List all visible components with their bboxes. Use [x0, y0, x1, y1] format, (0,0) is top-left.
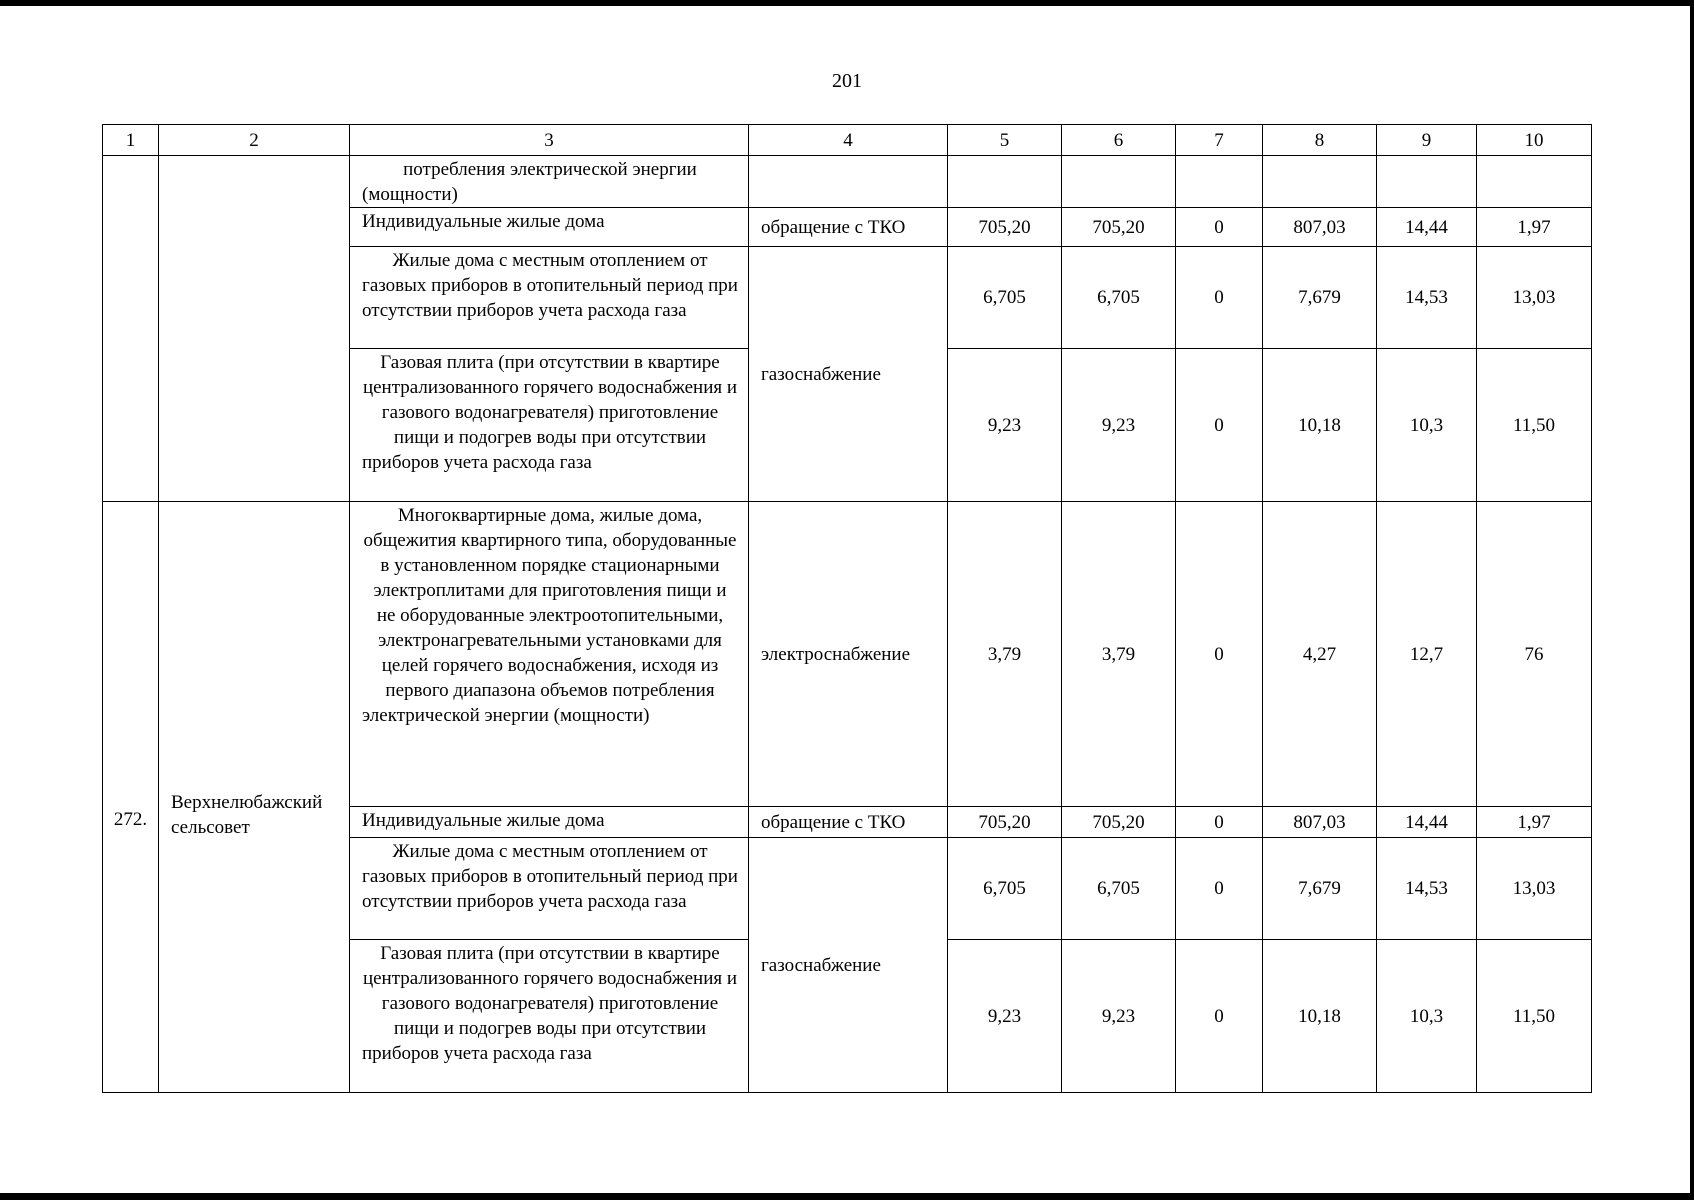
header-cell: 10	[1477, 125, 1592, 156]
service-type: обращение с ТКО	[749, 807, 948, 838]
page-number: 201	[832, 70, 862, 92]
value-cell: 6,705	[948, 838, 1062, 940]
value-cell: 3,79	[1062, 502, 1176, 807]
value-cell	[948, 156, 1062, 208]
value-cell: 6,705	[1062, 247, 1176, 349]
consumer-category: Жилые дома с местным отоплением от газовых приборов в отопительный период при отсутствии приборов учета расхода газа	[350, 838, 749, 940]
header-cell: 4	[749, 125, 948, 156]
header-cell: 3	[350, 125, 749, 156]
value-cell: 10,18	[1263, 349, 1377, 502]
value-cell: 11,50	[1477, 349, 1592, 502]
scan-border-right	[1690, 0, 1694, 1200]
row-number-cell	[103, 502, 159, 1093]
consumer-category: Индивидуальные жилые дома	[350, 208, 749, 247]
value-cell: 807,03	[1263, 807, 1377, 838]
value-cell	[1263, 156, 1377, 208]
value-cell: 705,20	[1062, 807, 1176, 838]
value-cell: 14,44	[1377, 208, 1477, 247]
value-cell: 6,705	[948, 247, 1062, 349]
header-cell: 8	[1263, 125, 1377, 156]
consumer-category: Жилые дома с местным отоплением от газовых приборов в отопительный период при отсутствии приборов учета расхода газа	[350, 247, 749, 349]
value-cell: 14,53	[1377, 838, 1477, 940]
value-cell: 807,03	[1263, 208, 1377, 247]
service-type: обращение с ТКО	[749, 208, 948, 247]
consumer-category: Газовая плита (при отсутствии в квартире централизованного горячего водоснабжения и газового водонагревателя) приготовление пищи и подогрев воды при отсутствии приборов учета расхода газа	[350, 349, 749, 502]
row-number-cell	[103, 156, 159, 502]
settlement-cell	[159, 502, 350, 1093]
header-cell: 9	[1377, 125, 1477, 156]
consumer-category: Многоквартирные дома, жилые дома, общежития квартирного типа, оборудованные в установленном порядке стационарными электроплитами для приготовления пищи и не оборудованные электроотопительными, электронагревательными установками для целей горячего водоснабжения, исходя из первого диапазона объемов потребления электрической энергии (мощности)	[350, 502, 749, 807]
value-cell: 10,18	[1263, 940, 1377, 1093]
value-cell: 0	[1176, 807, 1263, 838]
value-cell: 0	[1176, 838, 1263, 940]
value-cell: 7,679	[1263, 247, 1377, 349]
value-cell: 9,23	[948, 940, 1062, 1093]
service-type: электроснабжение	[749, 502, 948, 807]
header-cell: 1	[103, 125, 159, 156]
consumer-category: Газовая плита (при отсутствии в квартире централизованного горячего водоснабжения и газового водонагревателя) приготовление пищи и подогрев воды при отсутствии приборов учета расхода газа	[350, 940, 749, 1093]
value-cell: 10,3	[1377, 349, 1477, 502]
table-row	[103, 502, 1592, 807]
header-row	[103, 125, 1592, 156]
service-type	[749, 156, 948, 208]
value-cell: 0	[1176, 349, 1263, 502]
scan-border-top	[0, 0, 1694, 6]
value-cell: 10,3	[1377, 940, 1477, 1093]
value-cell: 0	[1176, 502, 1263, 807]
value-cell	[1062, 156, 1176, 208]
consumer-category: Индивидуальные жилые дома	[350, 807, 749, 838]
value-cell: 705,20	[1062, 208, 1176, 247]
header-cell: 7	[1176, 125, 1263, 156]
service-type: газоснабжение	[749, 247, 948, 502]
value-cell: 9,23	[1062, 940, 1176, 1093]
value-cell	[1377, 156, 1477, 208]
table-row	[103, 156, 1592, 208]
value-cell	[1176, 156, 1263, 208]
value-cell: 14,53	[1377, 247, 1477, 349]
value-cell: 9,23	[1062, 349, 1176, 502]
value-cell: 12,7	[1377, 502, 1477, 807]
value-cell: 1,97	[1477, 208, 1592, 247]
settlement-name: Верхнелюбажский сельсовет	[171, 792, 323, 838]
value-cell: 0	[1176, 208, 1263, 247]
settlement-cell	[159, 156, 350, 502]
tariff-table	[102, 124, 1592, 1093]
scan-border-bottom	[0, 1193, 1694, 1200]
row-number: 272.	[113, 809, 148, 830]
value-cell: 705,20	[948, 208, 1062, 247]
value-cell: 0	[1176, 940, 1263, 1093]
consumer-category: потребления электрической энергии (мощности)	[350, 156, 749, 208]
value-cell: 11,50	[1477, 940, 1592, 1093]
value-cell: 14,44	[1377, 807, 1477, 838]
value-cell: 9,23	[948, 349, 1062, 502]
value-cell: 1,97	[1477, 807, 1592, 838]
header-cell: 2	[159, 125, 350, 156]
value-cell: 4,27	[1263, 502, 1377, 807]
value-cell: 0	[1176, 247, 1263, 349]
value-cell: 76	[1477, 502, 1592, 807]
value-cell: 705,20	[948, 807, 1062, 838]
value-cell: 6,705	[1062, 838, 1176, 940]
header-cell: 6	[1062, 125, 1176, 156]
value-cell	[1477, 156, 1592, 208]
header-cell: 5	[948, 125, 1062, 156]
value-cell: 3,79	[948, 502, 1062, 807]
value-cell: 13,03	[1477, 838, 1592, 940]
value-cell: 13,03	[1477, 247, 1592, 349]
value-cell: 7,679	[1263, 838, 1377, 940]
service-type: газоснабжение	[749, 838, 948, 1093]
